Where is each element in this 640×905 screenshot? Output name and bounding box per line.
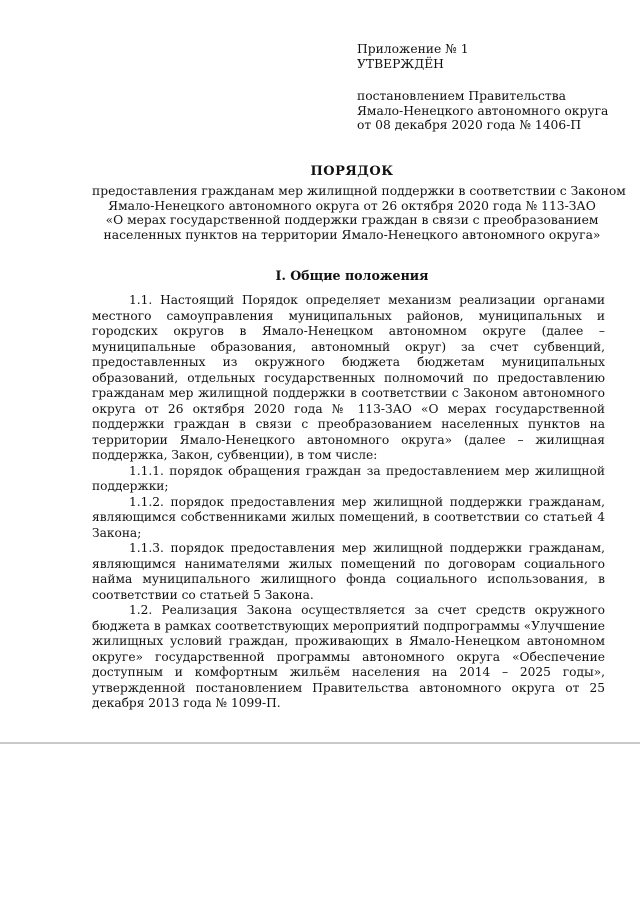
title-main: ПОРЯДОК	[310, 164, 394, 179]
spacer	[357, 71, 617, 89]
paragraph-1-1-1: 1.1.1. порядок обращения граждан за предоставлением мер жилищной поддержки;	[92, 463, 605, 493]
approved-label: УТВЕРЖДЁН	[357, 56, 444, 71]
resolution-date: от 08 декабря 2020 года № 1406-П	[357, 118, 582, 133]
paragraph-1-1-2: 1.1.2. порядок предоставления мер жилищной поддержки гражданам, являющимся собственниками жилых помещений, в соответствии со статьей 4 Закона;	[92, 494, 605, 540]
paragraph-1-2: 1.2. Реализация Закона осуществляется за счет средств окружного бюджета в рамках соответствующих мероприятий подпрограммы «Улучшение жилищных условий граждан, проживающих в Ямало-Ненецком автономном округе» государственной программы автономного округа «Обеспечение доступным и комфортным жильём населения на 2014 – 2025 годы», утвержденной постановлением Правительства автономного округа от 25 декабря 2013 года № 1099-П.	[92, 603, 605, 710]
title-line-1: предоставления гражданам мер жилищной поддержки в соответствии с Законом	[92, 183, 626, 198]
paragraph-1-1-3: 1.1.3. порядок предоставления мер жилищной поддержки гражданам, являющимся нанимателями жилых помещений по договорам социального найма муниципального жилищного фонда социального использования, в соответствии со статьей 5 Закона.	[92, 541, 605, 602]
paragraph-1-1: 1.1. Настоящий Порядок определяет механизм реализации органами местного самоуправления муниципальных районов, муниципальных и городских округов в Ямало-Ненецком автономном округе (далее – муниципальные образования, автономный округ) за счет субвенций, предоставленных из окружного бюджета бюджетам муниципальных образований, отдельных государственных полномочий по предоставлению гражданам мер жилищной поддержки в соответствии с Законом автономного округа от 26 октября 2020 года № 113-ЗАО «О мерах государственной поддержки граждан в связи с преобразованием населенных пунктов на территории Ямало-Ненецкого автономного округа» (далее – жилищная поддержка, Закон, субвенции), в том числе:	[92, 293, 605, 462]
title-line-3: «О мерах государственной поддержки граждан в связи с преобразованием	[105, 213, 599, 228]
title-line-4: населенных пунктов на территории Ямало-Ненецкого автономного округа»	[103, 228, 601, 243]
appendix-number: Приложение № 1	[357, 42, 469, 56]
blank-area	[0, 744, 640, 905]
document-body	[92, 293, 605, 712]
approval-stamp-block	[357, 42, 617, 133]
title-line-2: Ямало-Ненецкого автономного округа от 26 октября 2020 года № 113-ЗАО	[108, 198, 596, 213]
government-line: Ямало-Ненецкого автономного округа	[357, 103, 609, 118]
resolution-line: постановлением Правительства	[357, 89, 566, 104]
document-title	[92, 164, 626, 243]
section-heading: I. Общие положения	[275, 268, 429, 283]
